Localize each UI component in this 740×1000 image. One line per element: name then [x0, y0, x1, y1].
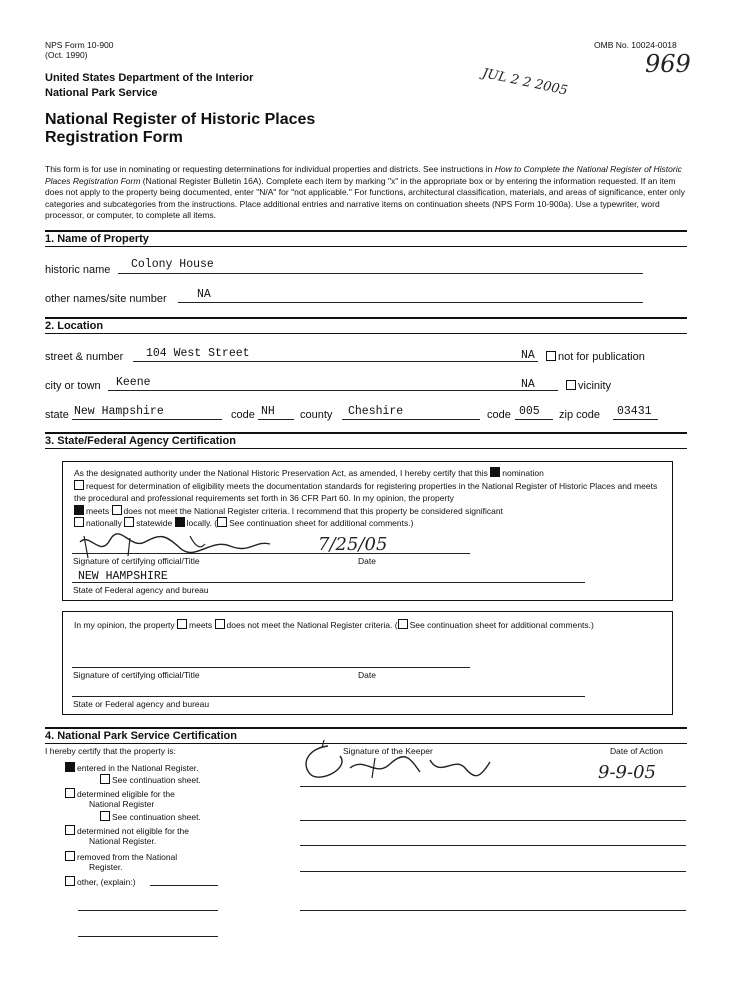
- signature-line-2: [72, 667, 470, 668]
- street-na: NA: [521, 349, 535, 362]
- checkbox-removed[interactable]: [65, 851, 75, 861]
- option-removed-2: Register.: [89, 862, 123, 872]
- code-label: code: [231, 409, 255, 421]
- option-not-eligible[interactable]: determined not eligible for the: [65, 825, 189, 837]
- department: United States Department of the Interior: [45, 72, 254, 84]
- form-date: (Oct. 1990): [45, 50, 88, 60]
- keeper-label: Signature of the Keeper: [343, 746, 433, 756]
- date-of-action-value: 9-9-05: [598, 762, 656, 783]
- checkbox-not-meet[interactable]: [112, 505, 122, 515]
- county-label: county: [300, 409, 333, 421]
- signature-label-2: Signature of certifying official/Title: [73, 670, 200, 680]
- checkbox-nomination[interactable]: [490, 467, 500, 477]
- certification-text: As the designated authority under the National Historic Preservation Act, as amended, I hereby certify that this nomination request for determination of eligibility meets the documentation standards for registering properties in the National Register of Historic Places and meets the procedural and professional requirements set forth in 36 CFR Part 60. In my opinion, the property meets does not meet the National Register criteria. I recommend that this property be considered significant nationally statewide locally. ( See continuation sheet for additional comments.): [74, 468, 658, 528]
- checkbox-entered[interactable]: [65, 762, 75, 772]
- omb-number: OMB No. 10024-0018: [594, 40, 677, 50]
- other-names-label: other names/site number: [45, 293, 167, 305]
- code2-label: code: [487, 409, 511, 421]
- option-other[interactable]: other, (explain:): [65, 876, 136, 888]
- historic-name-label: historic name: [45, 264, 111, 276]
- option-entered-continuation[interactable]: See continuation sheet.: [100, 774, 201, 786]
- divider: [45, 230, 687, 232]
- checkbox[interactable]: [100, 811, 110, 821]
- city-value[interactable]: Keene: [116, 376, 151, 389]
- checkbox-locally[interactable]: [175, 517, 185, 527]
- keeper-line-5: [300, 910, 686, 911]
- other-names-line: [178, 302, 643, 303]
- other-line-3: [78, 936, 218, 937]
- checkbox-op-cont[interactable]: [398, 619, 408, 629]
- form-number: NPS Form 10-900: [45, 40, 114, 50]
- city-line: [108, 390, 558, 391]
- keeper-line-4: [300, 871, 686, 872]
- agency-line: [72, 582, 585, 583]
- divider: [45, 246, 687, 247]
- divider: [45, 432, 687, 434]
- keeper-line-1: [300, 786, 686, 787]
- date-label-2: Date: [358, 670, 376, 680]
- received-stamp: JUL 2 2 2005: [480, 66, 569, 99]
- zip-label: zip code: [559, 409, 600, 421]
- checkbox-not-eligible[interactable]: [65, 825, 75, 835]
- checkbox-eligible[interactable]: [65, 788, 75, 798]
- zip-line: [613, 419, 658, 420]
- other-names-value[interactable]: NA: [197, 288, 211, 301]
- signature-date: 7/25/05: [318, 534, 388, 555]
- divider: [45, 317, 687, 319]
- code2-value[interactable]: 005: [519, 405, 540, 418]
- street-value[interactable]: 104 West Street: [146, 347, 250, 360]
- not-for-publication[interactable]: not for publication: [546, 351, 645, 363]
- code-line: [258, 419, 294, 420]
- date-label: Date: [358, 556, 376, 566]
- checkbox[interactable]: [546, 351, 556, 361]
- state-value[interactable]: New Hampshire: [74, 405, 164, 418]
- opinion-text: In my opinion, the property meets does not meet the National Register criteria. ( See continuation sheet for additional comments.): [74, 620, 594, 630]
- signature-line: [72, 553, 470, 554]
- checkbox-meets[interactable]: [74, 505, 84, 515]
- state-line: [72, 419, 222, 420]
- historic-name-value[interactable]: Colony House: [131, 258, 214, 271]
- option-not-eligible-2: National Register.: [89, 836, 157, 846]
- agency: National Park Service: [45, 87, 158, 99]
- handwritten-number: 969: [645, 50, 691, 78]
- option-eligible-2: National Register: [89, 799, 155, 809]
- keeper-line-3: [300, 845, 686, 846]
- checkbox-op-meets[interactable]: [177, 619, 187, 629]
- form-title-2: Registration Form: [45, 129, 183, 146]
- section-3-heading: 3. State/Federal Agency Certification: [45, 435, 236, 447]
- other-line: [150, 885, 218, 886]
- checkbox-op-not[interactable]: [215, 619, 225, 629]
- option-eligible-continuation[interactable]: See continuation sheet.: [100, 811, 201, 823]
- date-of-action-label: Date of Action: [610, 746, 663, 756]
- option-removed[interactable]: removed from the National: [65, 851, 177, 863]
- city-label: city or town: [45, 380, 101, 392]
- other-line-2: [78, 910, 218, 911]
- checkbox-request[interactable]: [74, 480, 84, 490]
- agency-value[interactable]: NEW HAMPSHIRE: [78, 570, 168, 583]
- checkbox-continuation[interactable]: [217, 517, 227, 527]
- vicinity[interactable]: vicinity: [566, 380, 611, 392]
- checkbox-nationally[interactable]: [74, 517, 84, 527]
- street-label: street & number: [45, 351, 124, 363]
- keeper-signature: [280, 738, 500, 788]
- code-value[interactable]: NH: [261, 405, 275, 418]
- divider: [45, 333, 687, 334]
- code2-line: [515, 419, 553, 420]
- agency-label-2: State or Federal agency and bureau: [73, 699, 210, 709]
- checkbox-statewide[interactable]: [124, 517, 134, 527]
- divider: [45, 448, 687, 449]
- divider: [45, 727, 687, 729]
- keeper-line-2: [300, 820, 686, 821]
- instructions: This form is for use in nominating or requesting determinations for individual properties and districts. See instructions in How to Complete the National Register of Historic Places Registration Form (National Register Bulletin 16A). Complete each item by marking "x" in the appropriate box or by entering the information requested. If an item does not apply to the property being documented, enter "N/A" for "not applicable." For functions, architectural classification, materials, and areas of significance, enter only categories and subcategories from the instructions. Place additional entries and narrative items on continuation sheets (NPS Form 10-900a). Use a typewriter, word processor, or computer, to complete all items.: [45, 164, 685, 220]
- street-line: [133, 361, 538, 362]
- section-1-heading: 1. Name of Property: [45, 233, 149, 245]
- certify-text: I hereby certify that the property is:: [45, 746, 176, 756]
- city-na: NA: [521, 378, 535, 391]
- checkbox[interactable]: [100, 774, 110, 784]
- agency-label: State of Federal agency and bureau: [73, 585, 209, 595]
- county-line: [342, 419, 480, 420]
- checkbox[interactable]: [566, 380, 576, 390]
- zip-value[interactable]: 03431: [617, 405, 652, 418]
- state-label: state: [45, 409, 69, 421]
- checkbox-other[interactable]: [65, 876, 75, 886]
- section-4-heading: 4. National Park Service Certification: [45, 730, 237, 742]
- option-eligible[interactable]: determined eligible for the: [65, 788, 175, 800]
- agency-line-2: [72, 696, 585, 697]
- section-2-heading: 2. Location: [45, 320, 104, 332]
- county-value[interactable]: Cheshire: [348, 405, 404, 418]
- option-entered[interactable]: entered in the National Register.: [65, 762, 198, 774]
- form-title-1: National Register of Historic Places: [45, 111, 316, 128]
- historic-name-line: [118, 273, 643, 274]
- signature-label: Signature of certifying official/Title: [73, 556, 200, 566]
